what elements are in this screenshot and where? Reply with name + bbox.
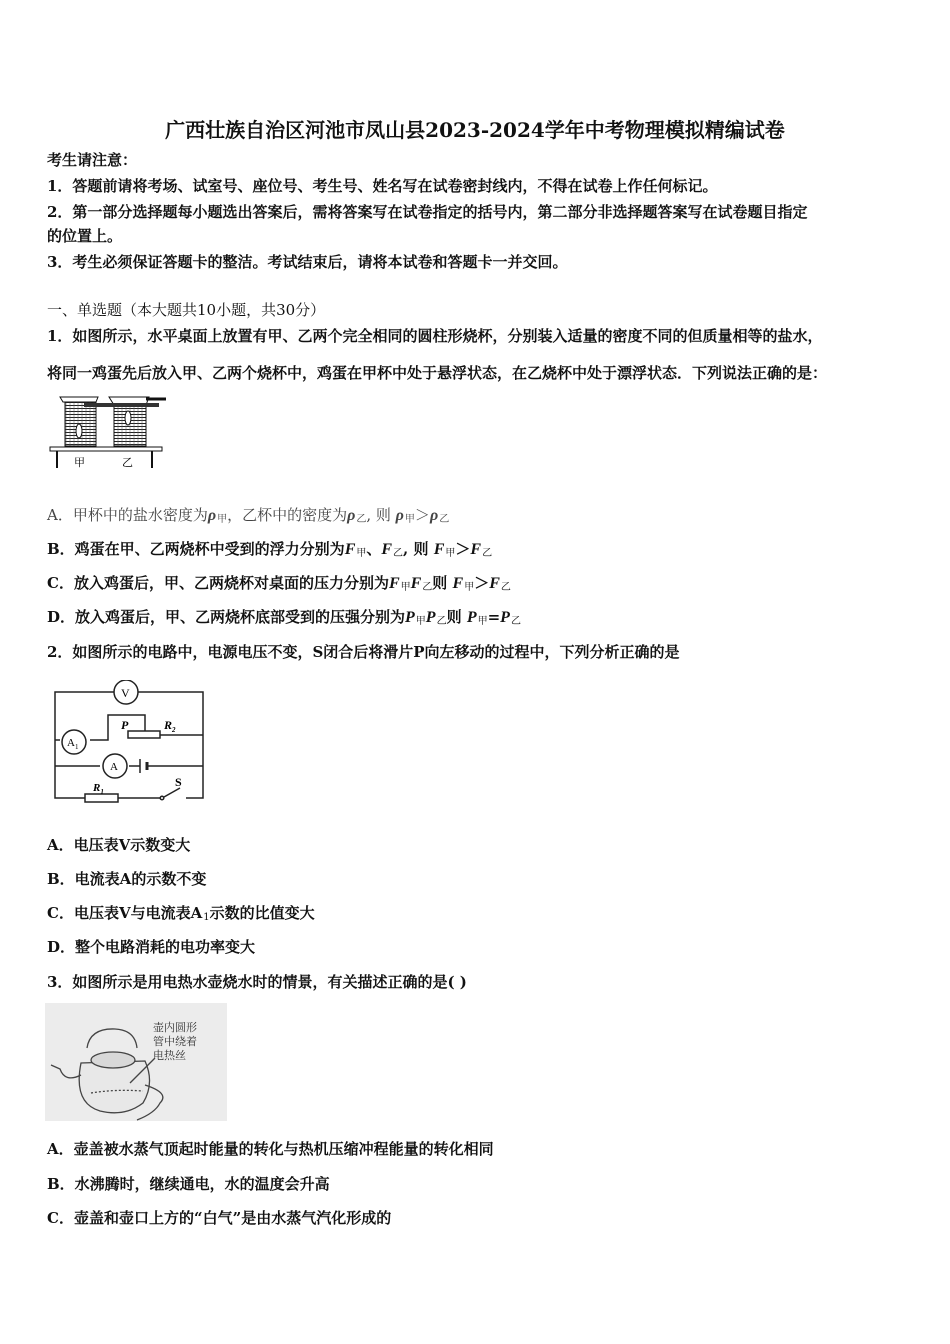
variable-symbol: ρ <box>395 507 404 524</box>
question-1-option-a[interactable] <box>47 505 449 530</box>
variable-symbol: F <box>433 541 445 558</box>
option-text: D．整个电路消耗的电功率变大 <box>47 938 256 956</box>
subscript: 甲 <box>400 582 411 593</box>
question-1-option-d[interactable] <box>47 607 521 632</box>
subscript: 乙 <box>482 548 493 559</box>
kettle-figure <box>45 1003 227 1121</box>
option-text: B．鸡蛋在甲、乙两烧杯中受到的浮力分别为 <box>47 540 345 558</box>
option-text: ＞ <box>455 540 471 558</box>
option-text: 则 <box>432 574 453 592</box>
page-title: 广西壮族自治区河池市凤山县2023-2024学年中考物理模拟精编试卷 <box>165 118 785 142</box>
variable-symbol: ρ <box>347 507 356 524</box>
question-2-option-d[interactable] <box>47 937 255 957</box>
question-1-option-c[interactable] <box>47 573 511 598</box>
slider-p-label: P <box>121 718 129 732</box>
variable-symbol: P <box>405 609 415 626</box>
section-heading: 一、单选题（本大题共10小题，共30分） <box>47 301 326 319</box>
option-text: A．电压表V示数变大 <box>47 836 191 854</box>
kettle-label-line: 管中绕着 <box>153 1036 197 1048</box>
ammeter-a1-label: $A_1$ <box>67 737 79 751</box>
option-text: ＞ <box>474 574 490 592</box>
variable-symbol: ρ <box>429 507 439 524</box>
subscript: 乙 <box>436 616 447 627</box>
variable-symbol: F <box>381 541 393 558</box>
question-2-option-c[interactable] <box>47 903 315 928</box>
variable-symbol: F <box>410 575 422 592</box>
kettle-label-line: 电热丝 <box>153 1050 186 1062</box>
variable-symbol: F <box>489 575 500 592</box>
question-3-option-c[interactable] <box>47 1208 391 1228</box>
option-text: C．放入鸡蛋后，甲、乙两烧杯对桌面的压力分别为 <box>47 574 389 592</box>
option-text: A．壶盖被水蒸气顶起时能量的转化与热机压缩冲程能量的转化相同 <box>47 1140 494 1158</box>
kettle-label-line: 壶内圆形 <box>153 1022 197 1034</box>
subscript: 甲 <box>477 616 488 627</box>
notice-item: 3．考生必须保证答题卡的整洁。考试结束后，请将本试卷和答题卡一并交回。 <box>47 253 568 271</box>
subscript: 甲 <box>415 616 426 627</box>
option-text: = <box>487 608 501 626</box>
variable-symbol: P <box>466 609 477 626</box>
beakers-figure <box>44 392 214 472</box>
option-text: C．壶盖和壶口上方的“白气”是由水蒸气汽化形成的 <box>47 1209 392 1227</box>
option-text: D．放入鸡蛋后，甲、乙两烧杯底部受到的压强分别为 <box>47 608 406 626</box>
option-text: B．电流表A的示数不变 <box>47 870 207 888</box>
question-1-stem: 将同一鸡蛋先后放入甲、乙两个烧杯中，鸡蛋在甲杯中处于悬浮状态，在乙烧杯中处于漂浮状态．下列说法正确的是： <box>47 364 828 382</box>
subscript: 乙 <box>356 514 367 525</box>
variable-symbol: F <box>470 541 482 558</box>
subscript: 甲 <box>217 514 228 525</box>
voltmeter-label: V <box>121 686 130 700</box>
option-text: 则 <box>446 608 467 626</box>
beaker-label-jia: 甲 <box>74 457 85 469</box>
question-2-stem: 2．如图所示的电路中，电源电压不变，S闭合后将滑片P向左移动的过程中，下列分析正确的是 <box>47 643 680 661</box>
question-3-stem: 3．如图所示是用电热水壶烧水时的情景，有关描述正确的是( ) <box>47 973 467 991</box>
option-text: , 则 <box>366 506 396 524</box>
option-text: 示数的比值变大 <box>209 904 315 922</box>
option-text: A．甲杯中的盐水密度为 <box>47 506 208 524</box>
subscript: 乙 <box>510 616 521 627</box>
variable-symbol: P <box>425 609 436 626</box>
circuit-diagram <box>40 680 240 810</box>
question-2-option-a[interactable] <box>47 835 190 855</box>
option-text: , 则 <box>403 540 434 558</box>
subscript: 乙 <box>422 582 433 593</box>
subscript: 甲 <box>404 514 415 525</box>
option-text: ，乙杯中的密度为 <box>227 506 348 524</box>
option-text: B．水沸腾时，继续通电，水的温度会升高 <box>47 1175 330 1193</box>
variable-symbol: F <box>388 575 400 592</box>
subscript: 1 <box>203 912 210 923</box>
subscript: 甲 <box>464 582 475 593</box>
notice-item: 2．第一部分选择题每小题选出答案后，需将答案写在试卷指定的括号内，第二部分非选择题答案写在试卷题目指定 <box>47 203 808 221</box>
notice-heading: 考生请注意： <box>47 151 138 169</box>
notice-item: 1．答题前请将考场、试室号、座位号、考生号、姓名写在试卷密封线内，不得在试卷上作任何标记。 <box>47 177 718 195</box>
question-3-option-a[interactable] <box>47 1139 494 1159</box>
option-text: 、 <box>366 540 382 558</box>
subscript: 乙 <box>439 514 450 525</box>
resistor-r2-label: $R_2$ <box>164 718 176 734</box>
option-text: C．电压表V与电流表A <box>47 904 203 922</box>
question-3-option-b[interactable] <box>47 1174 330 1194</box>
subscript: 乙 <box>500 582 511 593</box>
subscript: 甲 <box>445 548 456 559</box>
resistor-r1-label: $R_1$ <box>93 782 104 796</box>
question-1-stem: 1．如图所示，水平桌面上放置有甲、乙两个完全相同的圆柱形烧杯，分别装入适量的密度不同的但质量相等的盐水， <box>47 327 823 345</box>
switch-s-label: S <box>175 775 182 789</box>
notice-item: 的位置上。 <box>47 227 123 245</box>
variable-symbol: F <box>344 541 356 558</box>
option-text: ＞ <box>414 506 430 524</box>
variable-symbol: P <box>500 609 510 626</box>
ammeter-a-label: A <box>110 761 118 773</box>
variable-symbol: F <box>452 575 464 592</box>
variable-symbol: ρ <box>207 507 217 524</box>
question-2-option-b[interactable] <box>47 869 206 889</box>
beaker-label-yi: 乙 <box>122 457 133 469</box>
subscript: 乙 <box>393 548 404 559</box>
subscript: 甲 <box>356 548 367 559</box>
question-1-option-b[interactable] <box>47 539 492 564</box>
